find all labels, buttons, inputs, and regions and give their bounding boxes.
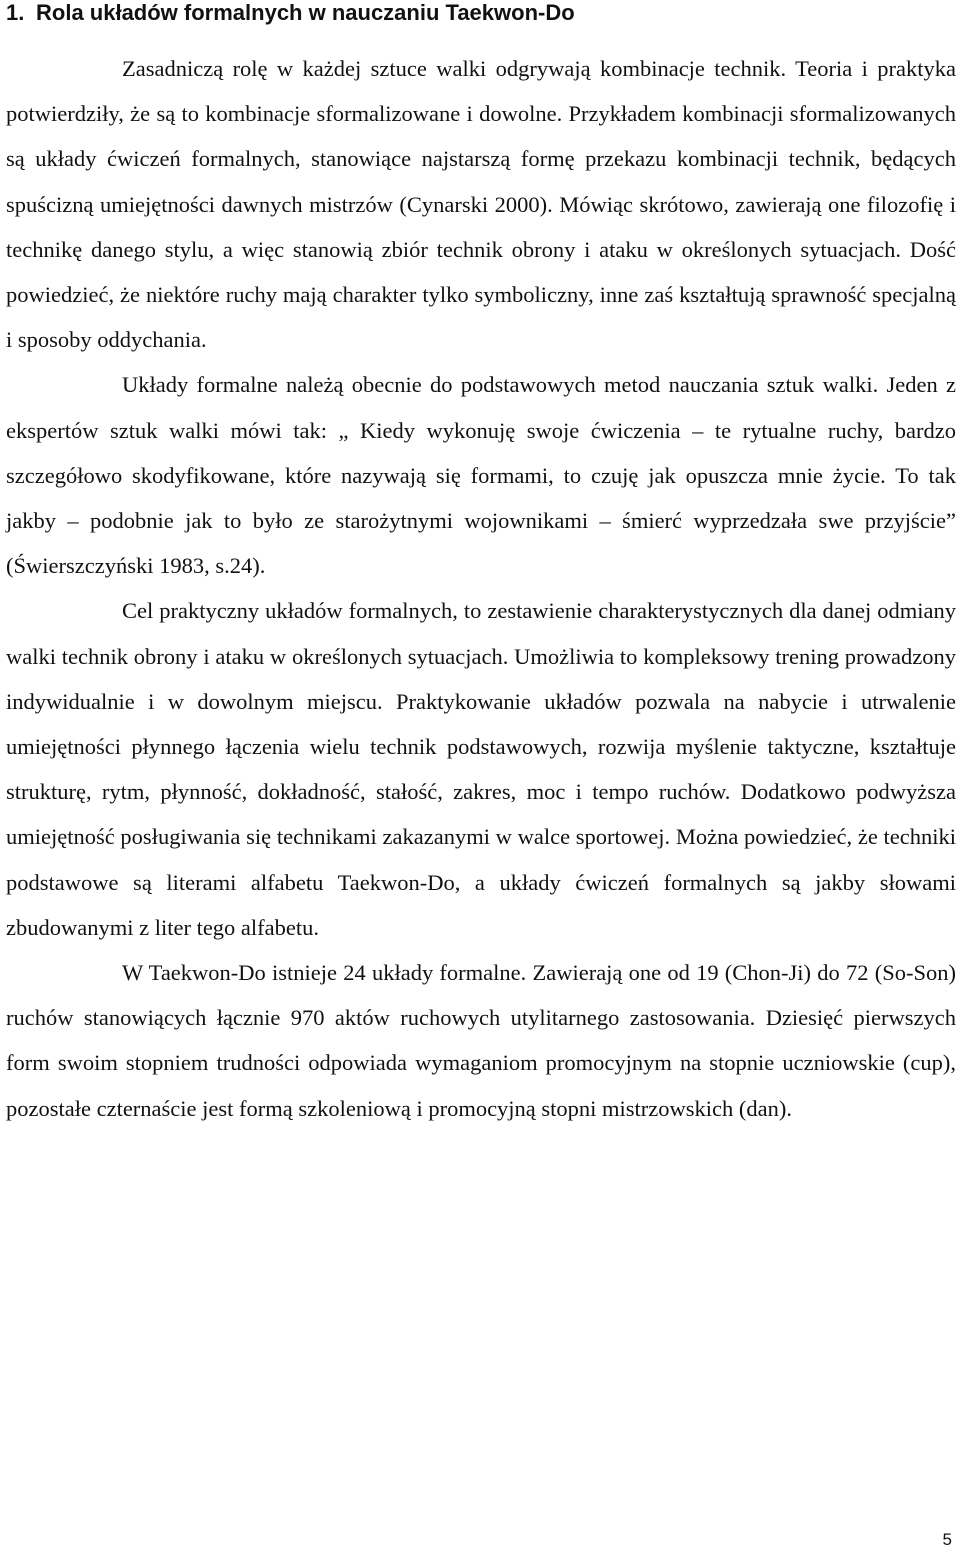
- section-heading: [6, 0, 575, 26]
- section-title: Rola układów formalnych w nauczaniu Taekwon-Do: [36, 0, 575, 25]
- body-text: [6, 46, 956, 1131]
- section-number: 1.: [6, 0, 25, 25]
- paragraph: W Taekwon-Do istnieje 24 układy formalne. Zawierają one od 19 (Chon-Ji) do 72 (So-Son) ruchów stanowiących łącznie 970 aktów ruchowych utylitarnego zastosowania. Dziesięć pierwszych form swoim stopniem trudności odpowiada wymaganiom promocyjnym na stopnie uczniowskie (cup), pozostałe czternaście jest formą szkoleniową i promocyjną stopni mistrzowskich (dan).: [6, 960, 956, 1121]
- paragraph: Cel praktyczny układów formalnych, to zestawienie charakterystycznych dla danej odmiany walki technik obrony i ataku w określonych sytuacjach. Umożliwia to kompleksowy trening prowadzony indywidualnie i w dowolnym miejscu. Praktykowanie układów pozwala na nabycie i utrwalenie umiejętności płynnego łączenia wielu technik podstawowych, rozwija myślenie taktyczne, kształtuje strukturę, rytm, płynność, dokładność, stałość, zakres, moc i tempo ruchów. Dodatkowo podwyższa umiejętność posługiwania się technikami zakazanymi w walce sportowej. Można powiedzieć, że techniki podstawowe są literami alfabetu Taekwon-Do, a układy ćwiczeń formalnych są jakby słowami zbudowanymi z liter tego alfabetu.: [6, 598, 956, 940]
- paragraph: Układy formalne należą obecnie do podstawowych metod nauczania sztuk walki. Jeden z ekspertów sztuk walki mówi tak: „ Kiedy wykonuję swoje ćwiczenia – te rytualne ruchy, bardzo szczegółowo skodyfikowane, które nazywają się formami, to czuję jak opuszcza mnie życie. To tak jakby – podobnie jak to było ze starożytnymi wojownikami – śmierć wyprzedzała swe przyjście” (Świerszczyński 1983, s.24).: [6, 372, 956, 579]
- page-number: 5: [942, 1530, 952, 1549]
- paragraph: Zasadniczą rolę w każdej sztuce walki odgrywają kombinacje technik. Teoria i praktyka potwierdziły, że są to kombinacje sformalizowane i dowolne. Przykładem kombinacji sformalizowanych są układy ćwiczeń formalnych, stanowiące najstarszą formę przekazu kombinacji technik, będących spuścizną umiejętności dawnych mistrzów (Cynarski 2000). Mówiąc skrótowo, zawierają one filozofię i technikę danego stylu, a więc stanowią zbiór technik obrony i ataku w określonych sytuacjach. Dość powiedzieć, że niektóre ruchy mają charakter tylko symboliczny, inne zaś kształtują sprawność specjalną i sposoby oddychania.: [6, 56, 956, 353]
